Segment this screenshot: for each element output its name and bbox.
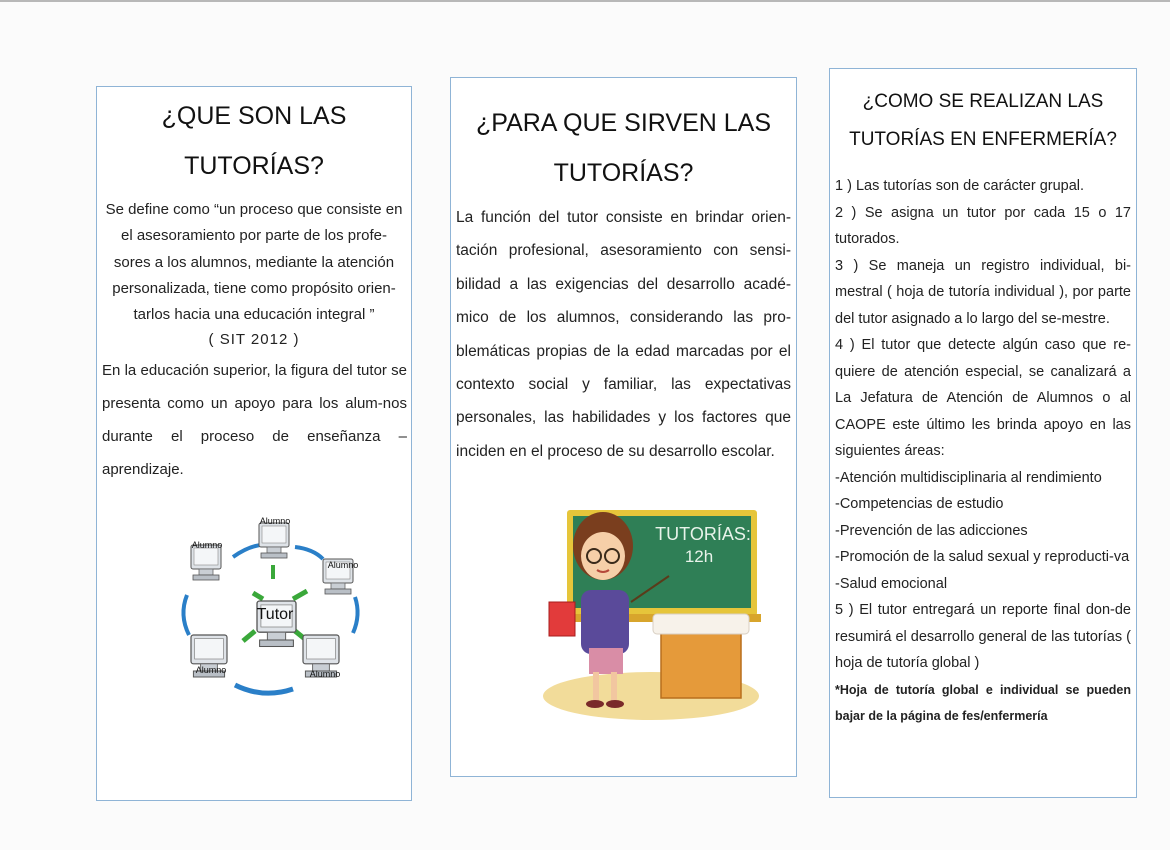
node-label: Alumno: [195, 665, 227, 675]
list-item: -Salud emocional: [835, 575, 948, 592]
arrow-blue: [235, 685, 293, 693]
list-item: -Atención multidisciplinaria al rendimiento: [835, 469, 1102, 486]
arrow-blue: [353, 597, 358, 633]
scan-top-edge: [0, 0, 1170, 2]
arrow-green: [253, 593, 263, 599]
board-text-2: 12h: [684, 547, 714, 566]
board-text-1: TUTORÍAS:: [655, 524, 751, 544]
panel3-title-line2: TUTORÍAS EN ENFERMERÍA?: [849, 129, 1117, 150]
list-item: 1 ) Las tutorías son de carácter grupal.: [835, 178, 1085, 194]
desk-cloth: [653, 614, 749, 634]
list-item: -Prevención de las adicciones: [835, 522, 1028, 539]
panel3-title: [830, 83, 1136, 159]
download-note: *Hoja de tutoría global e individual se pueden bajar de la página de fes/enfermería: [835, 682, 1131, 723]
panel2-paragraph: La función del tutor consiste en brindar orien-tación profesional, asesoramiento con sensi-bilidad a las exigencias del desarrollo acadé-mico de los alumnos, considerando las pro-blemáticas propias de la edad marcadas por el contexto social y familiar, las expectativas personales, las habilidades y los factores que inciden en el proceso de su desarrollo escolar.: [456, 209, 791, 460]
panel3-title-line1: ¿COMO SE REALIZAN LAS: [862, 91, 1104, 112]
list-item: 4 ) El tutor que detecte algún caso que re-quiere de atención especial, se canalizará a La Jefatura de Atención de Alumnos o al CAOPE este último les brinda apoyo en las siguientes áreas:: [835, 337, 1131, 459]
arrow-blue: [183, 595, 189, 635]
teacher-jacket: [581, 590, 629, 654]
arrow-blue: [295, 547, 323, 559]
panel1-title-line1: ¿QUE SON LAS: [161, 102, 347, 130]
teacher-skirt: [589, 648, 623, 674]
panel-que-son: [96, 86, 412, 801]
desk: [661, 628, 741, 698]
node-label: Alumno: [259, 516, 291, 526]
teacher-shoe: [606, 700, 624, 708]
teacher-leg: [593, 672, 599, 702]
definition-quote: Se define como “un proceso que consiste en el asesoramiento por parte de los profe-sores a los alumnos, mediante la atención personalizada, tiene como propósito orien-tarlos hacia una educación integral ”: [105, 201, 403, 324]
node-label: Alumno: [309, 669, 341, 679]
node-label: Alumno: [327, 560, 359, 570]
center-label: Tutor: [256, 606, 294, 623]
list-item: -Promoción de la salud sexual y reproducti-va: [835, 549, 1130, 565]
arrow-green: [243, 631, 255, 641]
list-item: -Competencias de estudio: [835, 496, 1004, 512]
panel2-title-line2: TUTORÍAS?: [553, 159, 694, 187]
panel-para-que-sirven: [450, 77, 797, 777]
panel-como-se-realizan: [829, 68, 1137, 798]
alumno-computer: [259, 523, 289, 558]
alumno-computer: [191, 545, 221, 580]
arrow-green: [293, 591, 307, 599]
citation-source: ( SIT 2012 ): [208, 331, 300, 348]
panel2-title: [451, 98, 796, 198]
panel1-title-line2: TUTORÍAS?: [184, 152, 324, 180]
panel1-title: [97, 91, 411, 191]
teacher-shoe: [586, 700, 604, 708]
red-book: [549, 602, 575, 636]
tutor-alumnos-diagram: [173, 515, 373, 711]
panel1-paragraph: En la educación superior, la figura del tutor se presenta como un apoyo para los alum-nos durante el proceso de enseñanza – aprendizaje.: [102, 362, 407, 478]
steps-list: [835, 173, 1131, 729]
teacher-leg: [611, 672, 617, 702]
list-item: 2 ) Se asigna un tutor por cada 15 o 17 tutorados.: [835, 204, 1131, 247]
list-item: 5 ) El tutor entregará un reporte final don-de resumirá el desarrollo general de las tutorías ( hoja de tutoría global ): [835, 602, 1131, 671]
panel2-title-line1: ¿PARA QUE SIRVEN LAS: [475, 109, 771, 137]
teacher-illustration: [541, 506, 761, 722]
list-item: 3 ) Se maneja un registro individual, bi-mestral ( hoja de tutoría individual ), por parte del tutor asignado a lo largo del se-mestre.: [835, 257, 1131, 327]
node-label: Alumno: [191, 540, 223, 550]
